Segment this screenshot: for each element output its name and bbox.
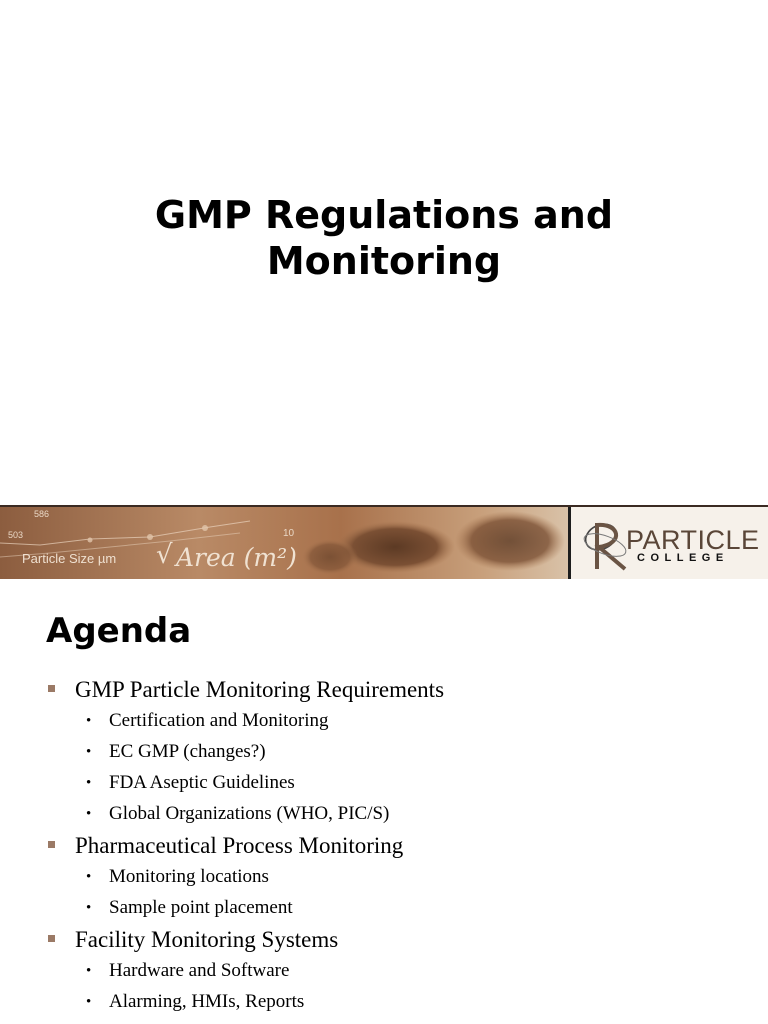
banner-label-503: 503 <box>8 530 24 540</box>
agenda-subitem <box>0 957 768 988</box>
agenda-subitem-label: Monitoring locations <box>109 866 269 887</box>
agenda-slide <box>0 577 768 1024</box>
agenda-item <box>0 675 768 707</box>
slide-title-line2: Monitoring <box>266 239 502 283</box>
bullet-dot-icon: • <box>86 713 92 729</box>
banner-axis-label: Particle Size µm <box>22 551 117 566</box>
agenda-item-label: Pharmaceutical Process Monitoring <box>75 833 404 858</box>
agenda-item <box>0 925 768 957</box>
slide-title-line1: GMP Regulations and <box>154 193 614 237</box>
agenda-item <box>0 831 768 863</box>
agenda-item-label: GMP Particle Monitoring Requirements <box>75 677 445 702</box>
banner-label-10: 10 <box>283 528 295 539</box>
logo-college-text: COLLEGE <box>637 552 729 564</box>
particle-college-logo <box>571 507 768 579</box>
slide-title <box>84 192 684 284</box>
agenda-subitem <box>0 738 768 769</box>
agenda-subitem <box>0 988 768 1019</box>
agenda-subitem <box>0 863 768 894</box>
square-bullet-icon <box>48 935 55 942</box>
agenda-subitem <box>0 707 768 738</box>
agenda-heading: Agenda <box>46 611 192 651</box>
bullet-dot-icon: • <box>86 994 92 1010</box>
square-bullet-icon <box>48 841 55 848</box>
title-slide <box>0 0 768 505</box>
banner-formula: Area (m²) <box>176 543 297 572</box>
agenda-subitem-label: Hardware and Software <box>109 960 290 981</box>
bullet-dot-icon: • <box>86 869 92 885</box>
agenda-item-label: Facility Monitoring Systems <box>75 927 339 952</box>
bullet-dot-icon: • <box>86 806 92 822</box>
agenda-subitem <box>0 800 768 831</box>
bullet-dot-icon: • <box>86 963 92 979</box>
agenda-subitem-label: Alarming, HMIs, Reports <box>109 991 305 1012</box>
agenda-subitem-label: EC GMP (changes?) <box>109 741 266 762</box>
agenda-subitem-label: Sample point placement <box>109 897 293 918</box>
agenda-list <box>0 675 768 1019</box>
agenda-subitem-label: FDA Aseptic Guidelines <box>109 772 295 793</box>
slide-banner <box>0 505 768 579</box>
square-bullet-icon <box>48 685 55 692</box>
bullet-dot-icon: • <box>86 775 92 791</box>
bullet-dot-icon: • <box>86 900 92 916</box>
banner-image <box>0 507 568 579</box>
agenda-subitem <box>0 769 768 800</box>
bullet-dot-icon: • <box>86 744 92 760</box>
agenda-subitem-label: Global Organizations (WHO, PIC/S) <box>109 803 390 824</box>
logo-particle-text: PARTICLE <box>626 525 760 555</box>
banner-label-586: 586 <box>34 509 50 519</box>
agenda-subitem-label: Certification and Monitoring <box>109 710 329 731</box>
agenda-subitem <box>0 894 768 925</box>
banner-sqrt-glyph: √ <box>156 540 173 570</box>
